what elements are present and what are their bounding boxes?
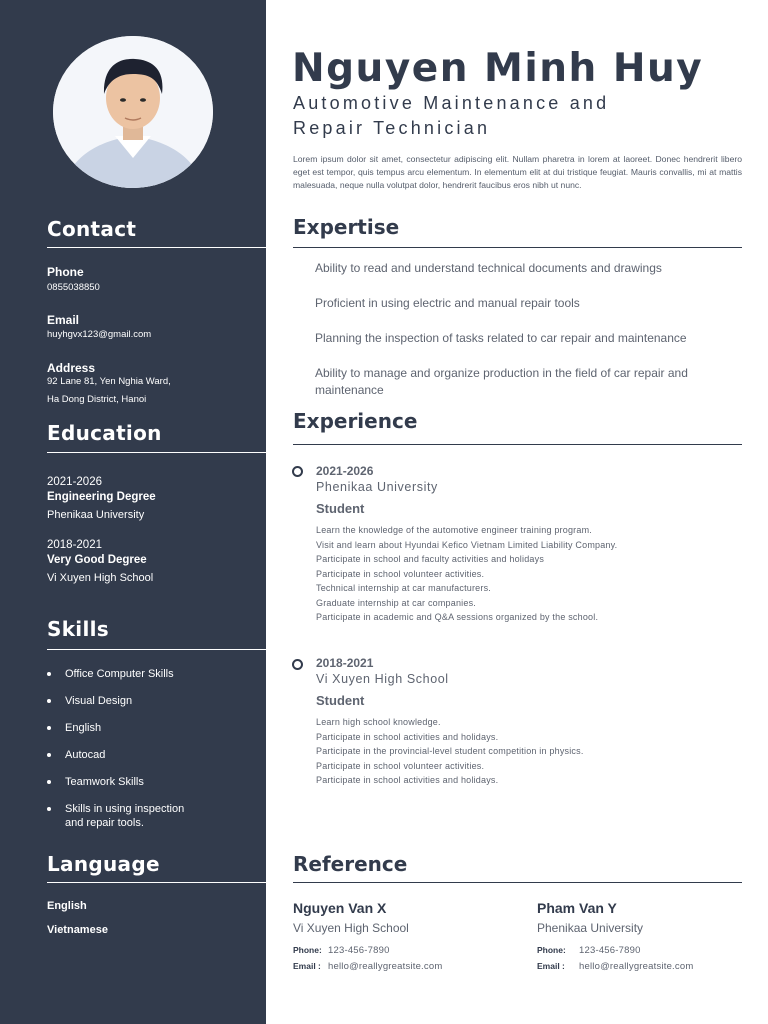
education-divider <box>47 452 266 453</box>
experience-organization: Vi Xuyen High School <box>316 672 449 686</box>
experience-line: Participate in school activities and holidays. <box>316 775 499 785</box>
bullet-icon <box>47 780 51 784</box>
experience-years: 2018-2021 <box>316 656 374 670</box>
reference-email: hello@reallygreatsite.com <box>328 961 443 972</box>
experience-divider <box>293 444 742 445</box>
bullet-icon <box>47 699 51 703</box>
experience-line: Participate in school volunteer activities. <box>316 568 485 579</box>
reference-email-label: Email : <box>293 961 321 971</box>
expertise-item: Proficient in using electric and manual repair tools <box>315 296 580 310</box>
reference-phone-label: Phone: <box>537 945 566 955</box>
education-degree: Very Good Degree <box>47 554 147 566</box>
contact-divider <box>47 247 266 248</box>
expertise-list <box>315 260 735 417</box>
experience-line: Visit and learn about Hyundai Kefico Vietnam Limited Liability Company. <box>316 539 618 550</box>
experience-role: Student <box>316 693 365 708</box>
expertise-divider <box>293 247 742 248</box>
experience-line: Learn high school knowledge. <box>316 717 441 727</box>
bullet-icon <box>47 726 51 730</box>
timeline-circle-icon <box>292 466 303 477</box>
job-title-line-1: Automotive Maintenance and <box>293 93 610 113</box>
experience-heading: Experience <box>293 409 418 433</box>
experience-role: Student <box>316 501 365 516</box>
reference-divider <box>293 882 742 883</box>
skill-item <box>47 802 197 830</box>
reference-organization: Vi Xuyen High School <box>293 921 409 935</box>
address-line-2: Ha Dong District, Hanoi <box>47 394 147 405</box>
experience-line: Participate in the provincial-level student competition in physics. <box>316 746 584 756</box>
experience-line: Participate in school and faculty activities and holidays <box>316 554 545 564</box>
expertise-item: Ability to manage and organize production in the field of car repair and maintenance <box>315 366 688 397</box>
language-heading: Language <box>47 852 160 876</box>
reference-organization: Phenikaa University <box>537 921 644 935</box>
skill-label: Visual Design <box>65 695 133 707</box>
experience-line: Learn the knowledge of the automotive engineer training program. <box>316 525 592 535</box>
reference-email: hello@reallygreatsite.com <box>579 961 694 972</box>
skill-label: English <box>65 722 102 734</box>
skills-list <box>47 667 247 843</box>
reference-phone: 123-456-7890 <box>328 945 390 956</box>
experience-years: 2021-2026 <box>316 464 374 478</box>
education-heading: Education <box>47 421 162 445</box>
address-label: Address <box>47 361 96 375</box>
contact-heading: Contact <box>47 217 137 241</box>
reference-phone: 123-456-7890 <box>579 945 641 956</box>
language-item: English <box>47 900 87 912</box>
education-degree: Engineering Degree <box>47 491 156 503</box>
skill-label: Office Computer Skills <box>65 668 174 680</box>
email-label: Email <box>47 313 80 327</box>
reference-heading: Reference <box>293 852 408 876</box>
skill-item <box>47 667 247 681</box>
expertise-item: Planning the inspection of tasks related to car repair and maintenance <box>315 331 687 345</box>
bullet-icon <box>47 672 51 676</box>
experience-description <box>316 523 736 625</box>
phone-label: Phone <box>47 265 84 279</box>
skill-item <box>47 775 247 789</box>
reference-name: Nguyen Van X <box>293 900 387 916</box>
experience-line: Technical internship at car manufacturers. <box>316 583 491 593</box>
language-item: Vietnamese <box>47 924 108 936</box>
profile-photo-image <box>53 36 213 188</box>
skill-item <box>47 694 247 708</box>
experience-line: Participate in school volunteer activities. <box>316 760 485 771</box>
skill-label: Skills in using inspection and repair tools. <box>65 803 185 829</box>
profile-photo <box>53 36 213 188</box>
skill-label: Autocad <box>65 749 106 761</box>
experience-description <box>316 715 736 788</box>
reference-email-label: Email : <box>537 961 565 971</box>
bullet-icon <box>47 807 51 811</box>
sidebar <box>0 0 266 1024</box>
timeline-circle-icon <box>292 659 303 670</box>
language-divider <box>47 882 266 883</box>
education-school: Vi Xuyen High School <box>47 572 154 584</box>
bullet-icon <box>47 753 51 757</box>
skill-label: Teamwork Skills <box>65 776 144 788</box>
phone-value: 0855038850 <box>47 282 100 293</box>
experience-line: Participate in academic and Q&A sessions organized by the school. <box>316 612 599 622</box>
experience-organization: Phenikaa University <box>316 480 438 494</box>
skill-item <box>47 721 247 735</box>
job-title-line-2: Repair Technician <box>293 118 491 138</box>
experience-line: Graduate internship at car companies. <box>316 597 476 608</box>
education-years: 2021-2026 <box>47 476 102 488</box>
candidate-name: Nguyen Minh Huy <box>292 46 704 91</box>
job-title <box>293 91 713 141</box>
experience-line: Participate in school activities and holidays. <box>316 731 499 742</box>
education-school: Phenikaa University <box>47 509 145 521</box>
skills-divider <box>47 649 266 650</box>
intro-paragraph: Lorem ipsum dolor sit amet, consectetur adipiscing elit. Nullam pharetra in lorem at laoreet. Donec hendrerit libero eget est tempor, quis tempus arcu elementum. In elementum elit at dui tristique feugiat. Mauris convallis, mi at mattis malesuada, neque nulla volutpat dolor, hendrerit faucibus eros nibh ut nunc. <box>293 154 742 190</box>
expertise-heading: Expertise <box>293 215 400 239</box>
education-years: 2018-2021 <box>47 539 102 551</box>
address-line-1: 92 Lane 81, Yen Nghia Ward, <box>47 376 171 387</box>
expertise-item: Ability to read and understand technical documents and drawings <box>315 261 662 275</box>
email-value: huyhgvx123@gmail.com <box>47 329 152 340</box>
reference-name: Pham Van Y <box>537 900 617 916</box>
reference-phone-label: Phone: <box>293 945 322 955</box>
skill-item <box>47 748 247 762</box>
skills-heading: Skills <box>47 617 109 641</box>
